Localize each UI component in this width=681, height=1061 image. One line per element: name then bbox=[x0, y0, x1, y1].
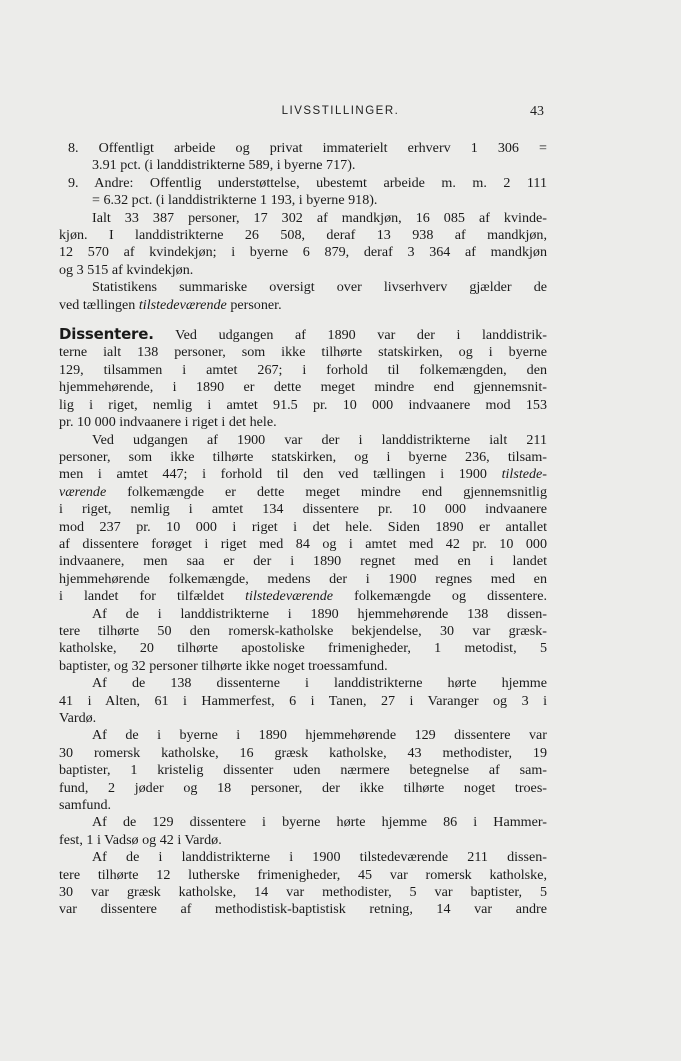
text-line: 3.91 pct. (i landdistrikterne 589, i byerne 717). bbox=[92, 157, 356, 174]
paragraph-towns-1890 bbox=[59, 727, 547, 814]
text-line: pr. 10 000 indvaanere i riget i det hele. bbox=[59, 414, 277, 431]
text-line: 30 var græsk katholske, 14 var methodister, 5 var baptister, 5 bbox=[59, 884, 547, 901]
text-line: tere tilhørte 12 lutherske frimenigheder, 45 var romersk katholske, bbox=[59, 866, 547, 883]
italic-term: tilstedeværende bbox=[138, 296, 227, 313]
text-line: 129, tilsammen i amtet 267; i forhold til folkemængden, den bbox=[59, 361, 547, 378]
italic-term: værende bbox=[59, 483, 107, 500]
italic-term: tilstede- bbox=[501, 466, 547, 483]
italic-term: tilstedeværende bbox=[245, 588, 334, 605]
text-line: Af de 138 dissenterne i landdistrikterne hørte hjemme bbox=[92, 675, 547, 692]
paragraph-statistics-note bbox=[59, 279, 547, 314]
text-line: katholske, 20 tilhørte apostoliske frimenigheder, 1 metodist, 5 bbox=[59, 640, 547, 657]
text-line: Af de i byerne i 1890 hjemmehørende 129 dissentere var bbox=[92, 727, 547, 744]
text-line: fest, 1 i Vadsø og 42 i Vardø. bbox=[59, 831, 222, 848]
text-line: hjemmehørende folkemængde, medens der i 1900 regnes med en bbox=[59, 570, 547, 587]
text-line: af dissentere forøget i riget med 84 og i amtet med 42 pr. 10 000 bbox=[59, 535, 547, 552]
text-line: og 3 515 af kvindekjøn. bbox=[59, 261, 194, 278]
text-line: i landet for tilfældet tilstedeværende folkemængde og dissentere. bbox=[59, 588, 547, 605]
text-line: Statistikens summariske oversigt over livserhverv gjælder de bbox=[92, 279, 547, 296]
text-line: personer, som ikke tilhørte statskirken, og i byerne 236, tilsam- bbox=[59, 448, 547, 465]
text-line: = 6.32 pct. (i landdistrikterne 1 193, i byerne 918). bbox=[92, 192, 378, 209]
text-line: hjemmehørende, i 1890 er dette meget mindre end gjennemsnit- bbox=[59, 379, 547, 396]
text-line: terne ialt 138 personer, som ikke tilhørte statskirken, og i byerne bbox=[59, 344, 547, 361]
paragraph-rural-districts bbox=[59, 675, 547, 727]
text-line: indvaanere, men saa er der i 1890 regnet med en i landet bbox=[59, 553, 547, 570]
text-line: 41 i Alten, 61 i Hammerfest, 6 i Tanen, 27 i Varanger og 3 i bbox=[59, 692, 547, 709]
paragraph-rural-1890 bbox=[59, 606, 547, 676]
text-line: var dissentere af methodistisk-baptistisk retning, 14 var andre bbox=[59, 901, 547, 918]
running-header-title: LIVSSTILLINGER. bbox=[281, 105, 400, 117]
paragraph-rural-1900 bbox=[59, 849, 547, 919]
text-line: 9. Andre: Offentlig understøttelse, ubestemt arbeide m. m. 2 111 bbox=[68, 174, 547, 191]
text-line: baptister, og 32 personer tilhørte ikke noget troessamfund. bbox=[59, 657, 388, 674]
paragraph-1900-count bbox=[59, 432, 547, 606]
text-line: Af de 129 dissentere i byerne hørte hjemme 86 i Hammer- bbox=[92, 814, 547, 831]
body-text bbox=[59, 140, 547, 919]
text-line: Dissentere. Ved udgangen af 1890 var der i landdistrik- bbox=[59, 325, 547, 344]
text-line: Ialt 33 387 personer, 17 302 af mandkjøn, 16 085 af kvinde- bbox=[92, 209, 547, 226]
text-line: Vardø. bbox=[59, 710, 97, 726]
page-number: 43 bbox=[530, 104, 544, 119]
text-line: men i amtet 447; i forhold til den ved tællingen i 1900 tilstede- bbox=[59, 466, 547, 483]
text-line: fund, 2 jøder og 18 personer, der ikke tilhørte noget troes- bbox=[59, 779, 547, 796]
text-line: 12 570 af kvindekjøn; i byerne 6 879, deraf 3 364 af mandkjøn bbox=[59, 244, 547, 261]
text-line: kjøn. I landdistrikterne 26 508, deraf 13 938 af mandkjøn, bbox=[59, 227, 547, 244]
text-line: i riget, nemlig i amtet 134 dissentere pr. 10 000 indvaanere bbox=[59, 501, 547, 518]
section-heading: Dissentere. bbox=[59, 325, 154, 344]
text-line: værende folkemængde er dette meget mindre end gjennemsnitlig bbox=[59, 483, 547, 500]
section-dissentere bbox=[59, 326, 547, 431]
text-line: Af de i landdistrikterne i 1900 tilstedeværende 211 dissen- bbox=[92, 849, 547, 866]
text-line: Ved udgangen af 1900 var der i landdistrikterne ialt 211 bbox=[92, 431, 547, 448]
paragraph-occupation-totals bbox=[59, 140, 547, 279]
paragraph-towns-residence bbox=[59, 814, 547, 849]
text-line: mod 237 pr. 10 000 i riget i det hele. Siden 1890 er antallet bbox=[59, 518, 547, 535]
text-line: 8. Offentligt arbeide og privat immaterielt erhverv 1 306 = bbox=[68, 140, 547, 156]
text-line: ved tællingen tilstedeværende personer. bbox=[59, 296, 282, 313]
text-line: tere tilhørte 50 den romersk-katholske bekjendelse, 30 var græsk- bbox=[59, 622, 547, 639]
text-line: Af de i landdistrikterne i 1890 hjemmehørende 138 dissen- bbox=[92, 605, 547, 622]
text-line: samfund. bbox=[59, 797, 112, 814]
text-line: baptister, 1 kristelig dissenter uden nærmere betegnelse af sam- bbox=[59, 762, 547, 779]
text-line: 30 romersk katholske, 16 græsk katholske, 43 methodister, 19 bbox=[59, 744, 547, 761]
text-line: lig i riget, nemlig i amtet 91.5 pr. 10 000 indvaanere mod 153 bbox=[59, 396, 547, 413]
